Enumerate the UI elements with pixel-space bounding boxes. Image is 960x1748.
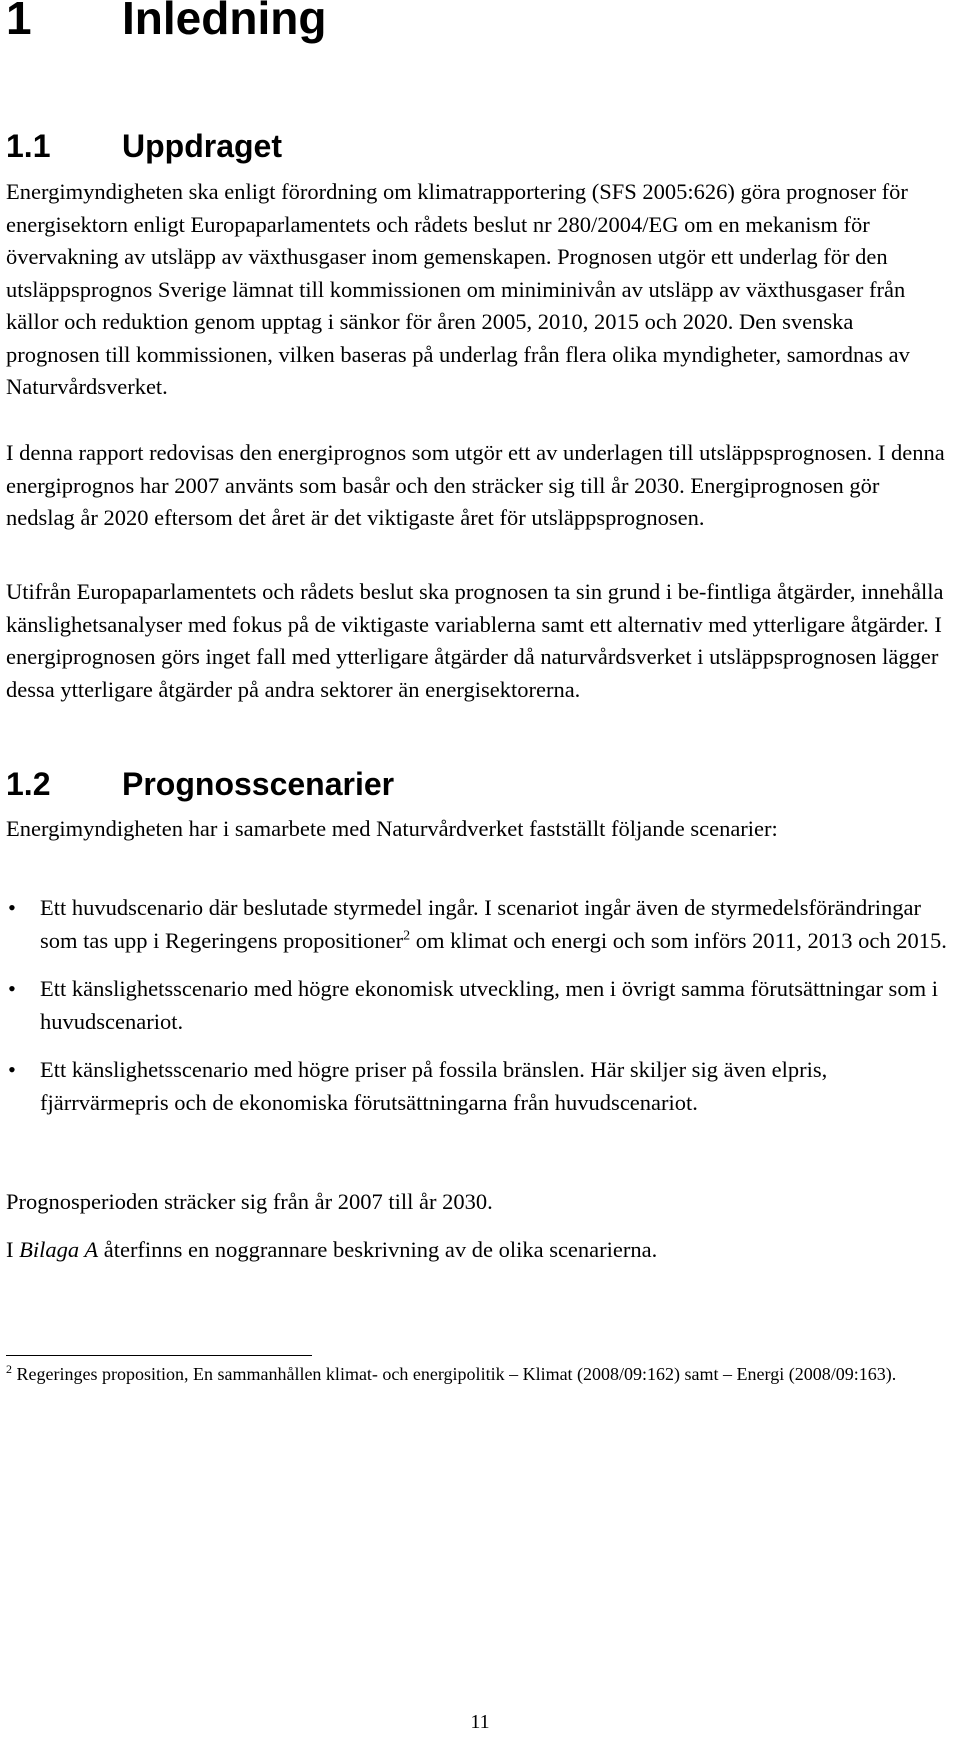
list-item xyxy=(6,1054,950,1119)
chapter-heading xyxy=(6,0,326,46)
section-heading-prognosscenarier xyxy=(6,764,394,804)
list-item-text: Ett känslighetsscenario med högre priser på fossila bränslen. Här skiljer sig även elpris, fjärrvärmepris och de ekonomiska förutsättningarna från huvudscenariot. xyxy=(40,1057,828,1115)
paragraph-scenarios-intro: Energimyndigheten har i samarbete med Naturvårdverket fastställt följande scenarier: xyxy=(6,816,778,841)
paragraph-appendix-reference xyxy=(6,1234,950,1267)
list-item xyxy=(6,973,950,1038)
appendix-text-before: I xyxy=(6,1237,20,1262)
list-item-text: Ett huvudscenario där beslutade styrmedel ingår. I scenariot ingår även de styrmedelsförändringar som tas upp i Regeringens propositioner xyxy=(40,895,921,953)
footnote-marker: 2 xyxy=(6,1362,12,1376)
paragraph-forecast-period: Prognosperioden sträcker sig från år 2007 till år 2030. xyxy=(6,1189,493,1214)
chapter-title: Inledning xyxy=(122,0,327,44)
section-title: Prognosscenarier xyxy=(122,766,395,802)
bullet-icon: • xyxy=(8,1057,16,1082)
list-item xyxy=(6,892,950,957)
paragraph-report-scope: I denna rapport redovisas den energiprognos som utgör ett av underlagen till utsläppsprognosen. I denna energiprognos har 2007 använts som basår och den sträcker sig till år 2030. Energiprognosen gör nedslag år 2020 eftersom det året är det viktigaste året för utsläppsprognosen. xyxy=(6,440,945,530)
bullet-icon: • xyxy=(8,895,16,920)
footnote-separator xyxy=(6,1355,312,1356)
appendix-text-after: återfinns en noggrannare beskrivning av de olika scenarierna. xyxy=(98,1237,658,1262)
footnote xyxy=(6,1360,956,1388)
list-item-text-continued: om klimat och energi och som införs 2011, 2013 och 2015. xyxy=(410,927,947,953)
scenario-list xyxy=(6,892,950,1135)
footnote-reference: 2 xyxy=(403,928,411,943)
list-item-text: Ett känslighetsscenario med högre ekonomisk utveckling, men i övrigt samma förutsättningar som i huvudscenariot. xyxy=(40,976,938,1034)
section-number: 1.2 xyxy=(6,766,51,802)
footnote-text: Regeringes proposition, En sammanhållen klimat- och energipolitik – Klimat (2008/09:162) samt – Energi (2008/09:163). xyxy=(12,1364,897,1384)
bullet-icon: • xyxy=(8,976,16,1001)
paragraph-assignment: Energimyndigheten ska enligt förordning om klimatrapportering (SFS 2005:626) göra prognoser för energisektorn enligt Europaparlamentets och rådets beslut nr 280/2004/EG om en mekanism för övervakning av utsläpp av växthusgaser inom gemenskapen. Prognosen utgör ett underlag för den utsläppsprognos Sverige lämnat till kommissionen om miniminivån av utsläpp av växthusgaser från källor och reduktion genom upptag i sänkor för åren 2005, 2010, 2015 och 2020. Den svenska prognosen till kommissionen, vilken baseras på underlag från flera olika myndigheter, samordnas av Naturvårdsverket. xyxy=(6,179,910,399)
page-number: 11 xyxy=(470,1711,490,1733)
section-heading-uppdraget xyxy=(6,126,282,166)
paragraph-eu-decision: Utifrån Europaparlamentets och rådets beslut ska prognosen ta sin grund i be-fintliga åtgärder, innehålla känslighetsanalyser med fokus på de viktigaste variablerna samt ett alternativ med ytterligare åtgärder. I energiprognosen görs inget fall med ytterligare åtgärder då naturvårdsverket i utsläppsprognosen lägger dessa ytterligare åtgärder på andra sektorer än energisektorerna. xyxy=(6,579,944,702)
chapter-number: 1 xyxy=(6,0,32,44)
section-number: 1.1 xyxy=(6,128,51,164)
section-title: Uppdraget xyxy=(122,128,282,164)
appendix-name: Bilaga A xyxy=(19,1237,99,1262)
